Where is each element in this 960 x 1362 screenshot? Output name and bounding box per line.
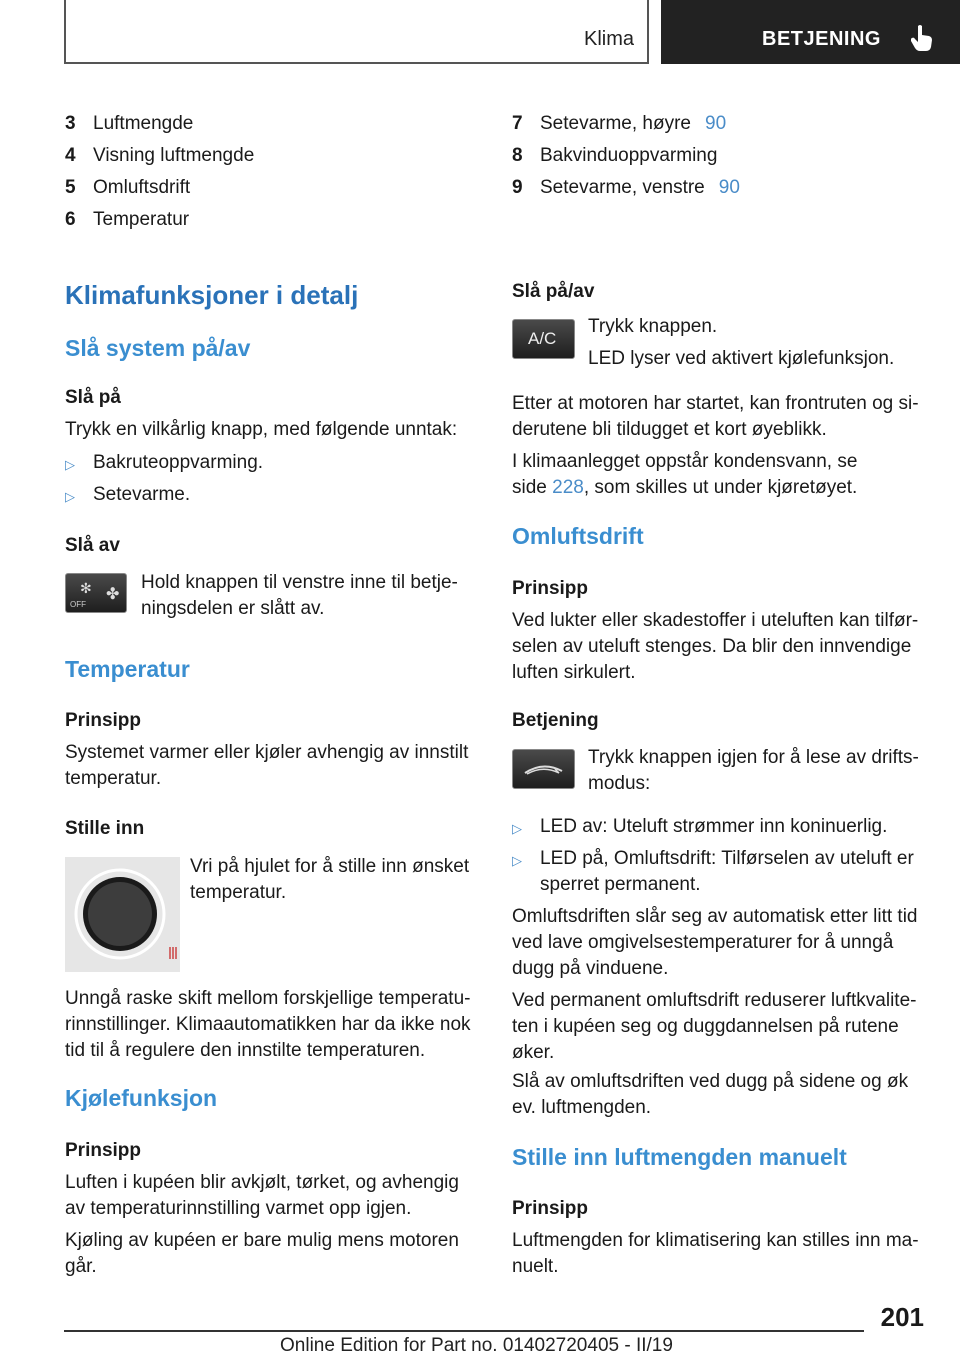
paragraph: rinnstillinger. Klimaautomatikken har da ikke nok [65,1014,471,1035]
paragraph: side 228, som skilles ut under kjøretøyet. [512,477,858,498]
paragraph: temperatur. [190,882,287,903]
subheading-temperature: Temperatur [65,656,190,682]
bullet-item: ▷ LED på, Omluftsdrift: Tilførselen av uteluft er [512,846,914,874]
paragraph: Ved lukter eller skadestoffer i uteluften kan tilfør- [512,610,919,631]
list-item: 5 Omluftsdrift [65,177,191,198]
list-item: 3 Luftmengde [65,113,194,134]
list-item: 6 Temperatur [65,209,190,230]
heading-turn-off: Slå av [65,535,120,556]
paragraph: går. [65,1256,97,1277]
paragraph: av temperaturinnstilling varmet opp igjen. [65,1198,412,1219]
section-tab[interactable] [661,0,960,64]
bullet-item: ▷ Setevarme. [65,482,190,510]
fan-icon: ✻ [80,580,92,596]
heading-onoff: Slå på/av [512,281,595,302]
paragraph: Etter at motoren har startet, kan frontruten og si- [512,393,919,414]
recirculation-button-image [512,749,575,789]
paragraph: ved lave omgivelsestemperaturer for å unngå [512,932,894,953]
numbered-list-left [65,108,254,236]
pointing-hand-icon [911,24,935,57]
paragraph: Vri på hjulet for å stille inn ønsket [190,856,470,877]
triangle-bullet-icon: ▷ [65,457,75,472]
subheading-cooling: Kjølefunksjon [65,1085,218,1111]
paragraph: Trykk knappen. [588,316,718,337]
paragraph: tid til å regulere den innstilte temperaturen. [65,1040,426,1061]
paragraph: temperatur. [65,768,162,789]
subheading-recirculation: Omluftsdrift [512,523,644,549]
list-item: 7 Setevarme, høyre 90 [512,108,740,140]
heading-set: Stille inn [65,818,145,839]
ac-button-image: A/C [512,319,575,359]
page-number: 201 [880,1302,924,1332]
triangle-bullet-icon: ▷ [512,853,522,868]
heading-turn-on: Slå på [65,387,121,408]
list-item: 9 Setevarme, venstre 90 [512,172,740,204]
paragraph: Trykk en vilkårlig knapp, med følgende unntak: [65,419,458,440]
list-item: 4 Visning luftmengde [65,145,255,166]
paragraph: Luftmengden for klimatisering kan stilles inn ma- [512,1230,919,1251]
paragraph: sperret permanent. [540,874,701,895]
paragraph: Omluftsdriften slår seg av automatisk etter litt tid [512,906,918,927]
heading-operation: Betjening [512,710,599,731]
fan-icon: ✤ [106,586,120,603]
temperature-knob-image [65,857,180,972]
heading-principle: Prinsipp [65,1140,142,1161]
paragraph: nuelt. [512,1256,559,1277]
paragraph: Trykk knappen igjen for å lese av drifts- [588,747,919,768]
triangle-bullet-icon: ▷ [65,489,75,504]
paragraph: dugg på vinduene. [512,958,669,979]
paragraph: Slå av omluftsdriften ved dugg på sidene og øk [512,1071,909,1092]
paragraph: modus: [588,773,651,794]
off-button-image: OFF ✻ ✤ [65,573,127,613]
bullet-item: ▷ Bakruteoppvarming. [65,450,263,478]
section-heading: Klimafunksjoner i detalj [65,280,359,310]
numbered-list-right [512,108,740,204]
subheading-system-onoff: Slå system på/av [65,335,251,361]
paragraph: derutene bli tildugget et kort øyeblikk. [512,419,827,440]
paragraph: LED lyser ved aktivert kjølefunksjon. [588,348,895,369]
paragraph: ten i kupéen seg og duggdannelsen på rutene [512,1016,899,1037]
heading-principle: Prinsipp [512,1198,589,1219]
list-item: 8 Bakvinduoppvarming [512,145,718,166]
edition-text: Online Edition for Part no. 01402720405 - II/19 [280,1335,673,1356]
chapter-title: Klima [583,28,634,50]
paragraph: ev. luftmengden. [512,1097,652,1118]
section-tab-label: BETJENING [762,28,881,50]
paragraph: Ved permanent omluftsdrift reduserer luftkvalite- [512,990,917,1011]
paragraph: Kjøling av kupéen er bare mulig mens motoren [65,1230,459,1251]
paragraph: Luften i kupéen blir avkjølt, tørket, og avhengig [65,1172,459,1193]
page-ref-link[interactable]: 90 [705,113,727,134]
paragraph: Hold knappen til venstre inne til betje- [141,572,458,593]
car-recirculation-icon [513,750,574,788]
paragraph: øker. [512,1042,555,1063]
paragraph: I klimaanlegget oppstår kondensvann, se [512,451,858,472]
heading-principle: Prinsipp [65,710,142,731]
paragraph: luften sirkulert. [512,662,636,683]
page-ref-link[interactable]: 90 [718,177,740,198]
footer-divider [64,1330,864,1332]
paragraph: ningsdelen er slått av. [141,598,325,619]
bullet-item: ▷ LED av: Uteluft strømmer inn koninuerlig. [512,814,887,842]
triangle-bullet-icon: ▷ [512,821,522,836]
paragraph: Systemet varmer eller kjøler avhengig av innstilt [65,742,469,763]
subheading-air-volume: Stille inn luftmengden manuelt [512,1144,847,1170]
paragraph: Unngå raske skift mellom forskjellige temperatu- [65,988,471,1009]
heading-principle: Prinsipp [512,578,589,599]
page-ref-link[interactable]: 228 [552,477,584,498]
header-frame [64,0,649,64]
paragraph: selen av uteluft stenges. Da blir den innvendige [512,636,912,657]
